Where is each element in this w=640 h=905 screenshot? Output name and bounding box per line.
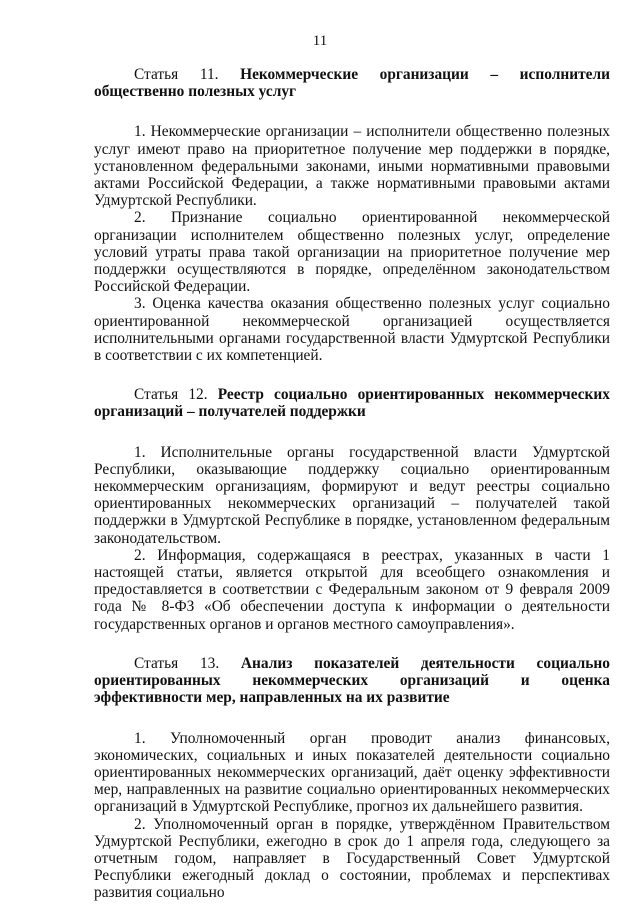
article-paragraph: 1. Исполнительные органы государственной власти Удмуртской Республики, оказывающие поддержку социально ориентированным некоммерческим организациям, формируют и ведут реестры социально ориентированных некоммерческих организаций – получателей такой поддержки в Удмуртской Республике в порядке, установленном федеральным законодательством. xyxy=(94,443,610,547)
article-title xyxy=(94,66,610,100)
article-label: Статья 12. xyxy=(134,386,208,404)
article-13 xyxy=(94,655,610,902)
article-title xyxy=(94,655,610,707)
article-paragraph: 2. Уполномоченный орган в порядке, утверждённом Правительством Удмуртской Республики, ежегодно в срок до 1 апреля года, следующего за отчетным годом, направляет в Государственный Совет Удмуртской Республики ежегодный доклад о состоянии, проблемах и перспективах развития социально xyxy=(94,815,610,902)
article-paragraph: 1. Уполномоченный орган проводит анализ финансовых, экономических, социальных и иных показателей деятельности социально ориентированных некоммерческих организаций, даёт оценку эффективности мер, направленных на развитие социально ориентированных некоммерческих организаций в Удмуртской Республике, прогноз их дальнейшего развития. xyxy=(94,729,610,816)
document-body xyxy=(94,66,610,902)
article-paragraph: 3. Оценка качества оказания общественно полезных услуг социально ориентированной некоммерческой организацией осуществляется исполнительными органами государственной власти Удмуртской Республики в соответствии с их компетенцией. xyxy=(94,295,610,365)
article-heading: Некоммерческие организации – исполнители общественно полезных услуг xyxy=(94,66,610,101)
article-heading: Анализ показателей деятельности социально ориентированных некоммерческих организаций и оценка эффективности мер, направленных на их развитие xyxy=(94,654,610,707)
article-paragraph: 1. Некоммерческие организации – исполнители общественно полезных услуг имеют право на приоритетное получение мер поддержки в порядке, установленном федеральными законами, иными нормативными правовыми актами Российской Федерации, а также нормативными правовыми актами Удмуртской Республики. xyxy=(94,123,610,210)
article-title xyxy=(94,386,610,420)
page-number: 11 xyxy=(312,33,328,49)
article-label: Статья 11. xyxy=(134,66,219,83)
article-11 xyxy=(94,66,610,364)
article-label: Статья 13. xyxy=(134,654,220,672)
article-paragraph: 2. Признание социально ориентированной некоммерческой организации исполнителем общественно полезных услуг, определение условий утраты права такой организации на приоритетное получение мер поддержки осуществляются в порядке, определённом законодательством Российской Федерации. xyxy=(94,209,610,296)
article-heading: Реестр социально ориентированных некоммерческих организаций – получателей поддержки xyxy=(94,386,610,421)
article-paragraph: 2. Информация, содержащаяся в реестрах, указанных в части 1 настоящей статьи, является открытой для всеобщего ознакомления и предоставляется в соответствии с Федеральным законом от 9 февраля 2009 года № 8-ФЗ «Об обеспечении доступа к информации о деятельности государственных органов и органов местного самоуправления». xyxy=(94,546,610,633)
article-12 xyxy=(94,386,610,633)
